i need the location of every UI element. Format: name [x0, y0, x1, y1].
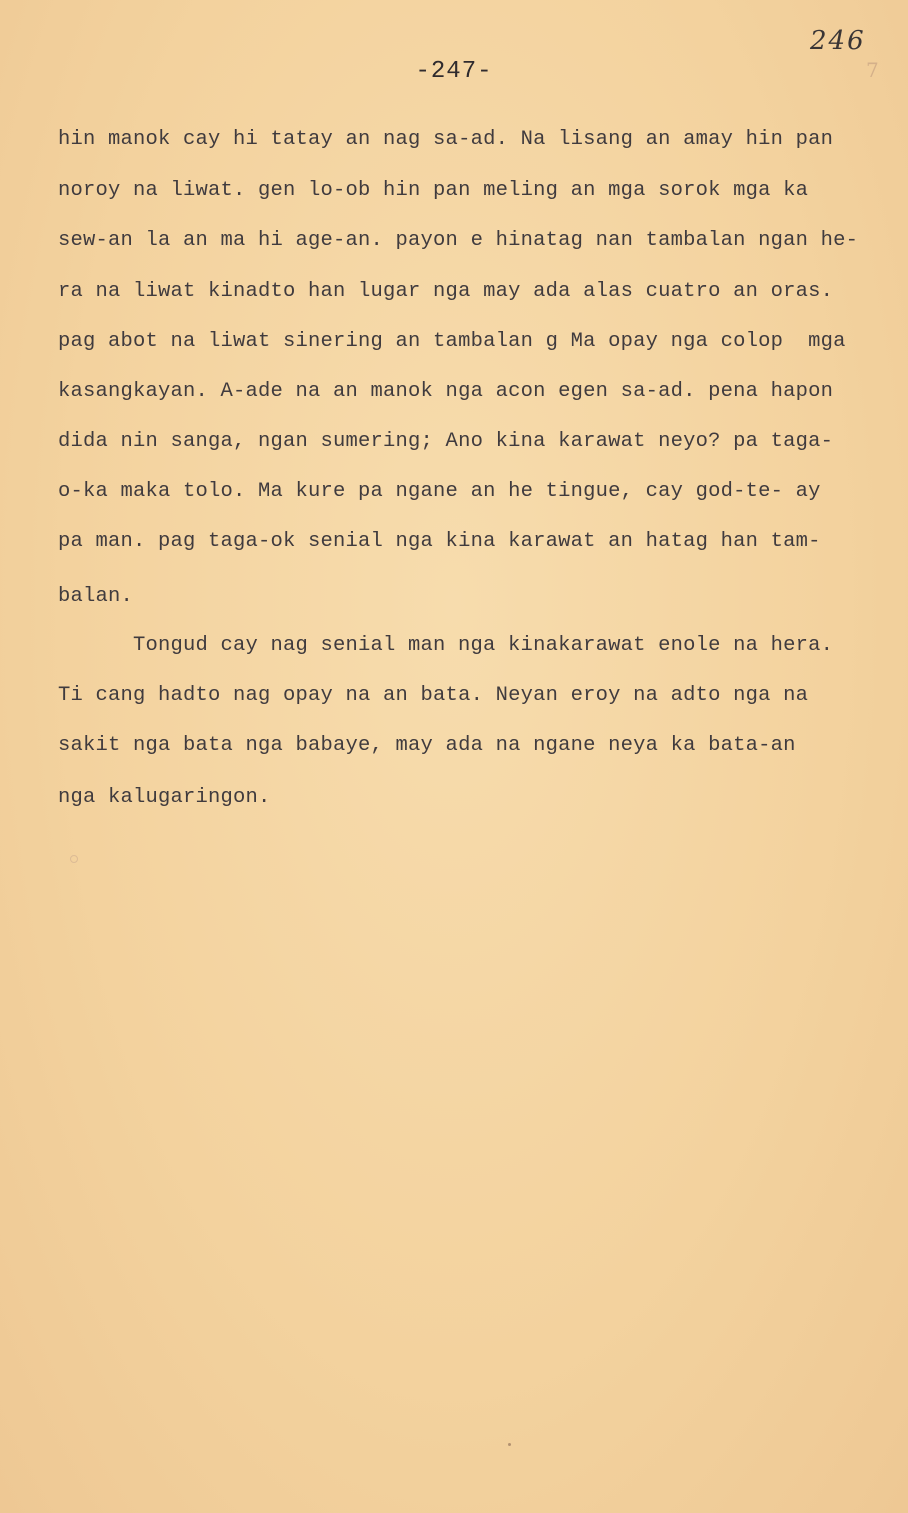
text-line: sew-an la an ma hi age-an. payon e hinatag nan tambalan ngan he-: [58, 229, 859, 252]
text-line: ra na liwat kinadto han lugar nga may ada alas cuatro an oras.: [58, 280, 834, 303]
text-line: nga kalugaringon.: [58, 786, 271, 809]
text-line: balan.: [58, 585, 134, 608]
text-line: kasangkayan. A-ade na an manok nga acon egen sa-ad. pena hapon: [58, 380, 834, 403]
text-line: hin manok cay hi tatay an nag sa-ad. Na lisang an amay hin pan: [58, 128, 834, 151]
faint-page-mark: 7: [866, 58, 879, 82]
text-line: Tongud cay nag senial man nga kinakarawat enole na hera.: [133, 634, 834, 657]
text-line: pa man. pag taga-ok senial nga kina karawat an hatag han tam-: [58, 530, 821, 553]
paper-speck: [508, 1443, 511, 1446]
text-line: Ti cang hadto nag opay na an bata. Neyan eroy na adto nga na: [58, 684, 809, 707]
handwritten-page-number: 246: [810, 26, 866, 56]
text-line: sakit nga bata nga babaye, may ada na ngane neya ka bata-an: [58, 734, 796, 757]
text-line: o-ka maka tolo. Ma kure pa ngane an he tingue, cay god-te- ay: [58, 480, 821, 503]
text-line: pag abot na liwat sinering an tambalan g Ma opay nga colop mga: [58, 330, 846, 353]
text-line: noroy na liwat. gen lo-ob hin pan meling an mga sorok mga ka: [58, 179, 809, 202]
paper-speck: [70, 855, 78, 863]
page-number: -247-: [415, 58, 493, 85]
text-line: dida nin sanga, ngan sumering; Ano kina karawat neyo? pa taga-: [58, 430, 834, 453]
